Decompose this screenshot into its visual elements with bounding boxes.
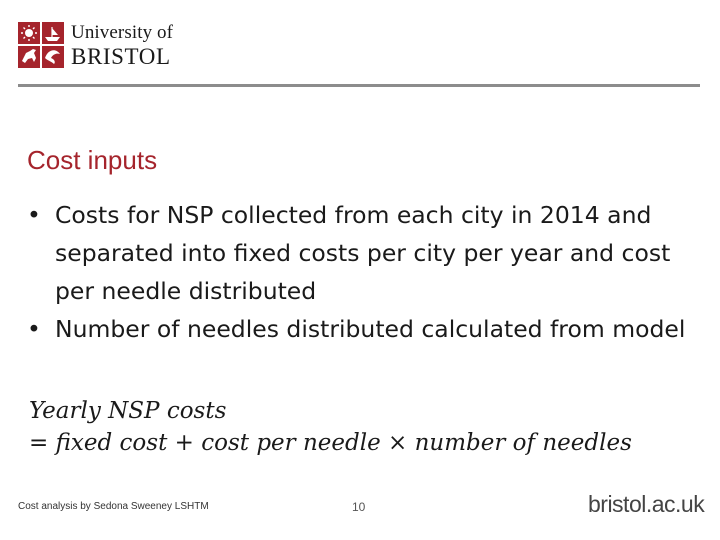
equation-equals: =: [29, 430, 49, 456]
university-wordmark: [71, 23, 173, 68]
equation-times: ×: [388, 430, 408, 456]
equation-line-2: [29, 427, 632, 459]
equation-term-cost-per-needle: cost per needle: [201, 430, 381, 456]
university-logo: [18, 22, 173, 68]
equation-term-fixed-cost: fixed cost: [55, 430, 168, 456]
equation-line-1: Yearly NSP costs: [29, 398, 227, 424]
slide-title: Cost inputs: [27, 145, 158, 175]
bullet-text: Costs for NSP collected from each city in 2014 and separated into fixed costs per city per year and cost per needle distributed: [55, 201, 671, 305]
bristol-crest-icon: [18, 22, 64, 68]
bullet-item: [27, 196, 707, 310]
bullet-dot-icon: •: [27, 201, 41, 229]
logo-line-university-of: University of: [71, 21, 174, 43]
logo-line-bristol: BRISTOL: [71, 43, 171, 69]
bullet-item: [27, 310, 707, 348]
header-divider: [18, 84, 700, 87]
page-number: 10: [352, 500, 366, 514]
equation-plus: +: [174, 430, 194, 456]
bullet-dot-icon: •: [27, 315, 41, 343]
equation-term-number-of-needles: number of needles: [414, 430, 632, 456]
cost-equation: [29, 395, 632, 459]
footer-credit: Cost analysis by Sedona Sweeney LSHTM: [18, 501, 209, 512]
bullet-list: [27, 196, 707, 348]
bullet-text: Number of needles distributed calculated from model: [55, 315, 686, 343]
footer-url: bristol.ac.uk: [588, 491, 705, 517]
